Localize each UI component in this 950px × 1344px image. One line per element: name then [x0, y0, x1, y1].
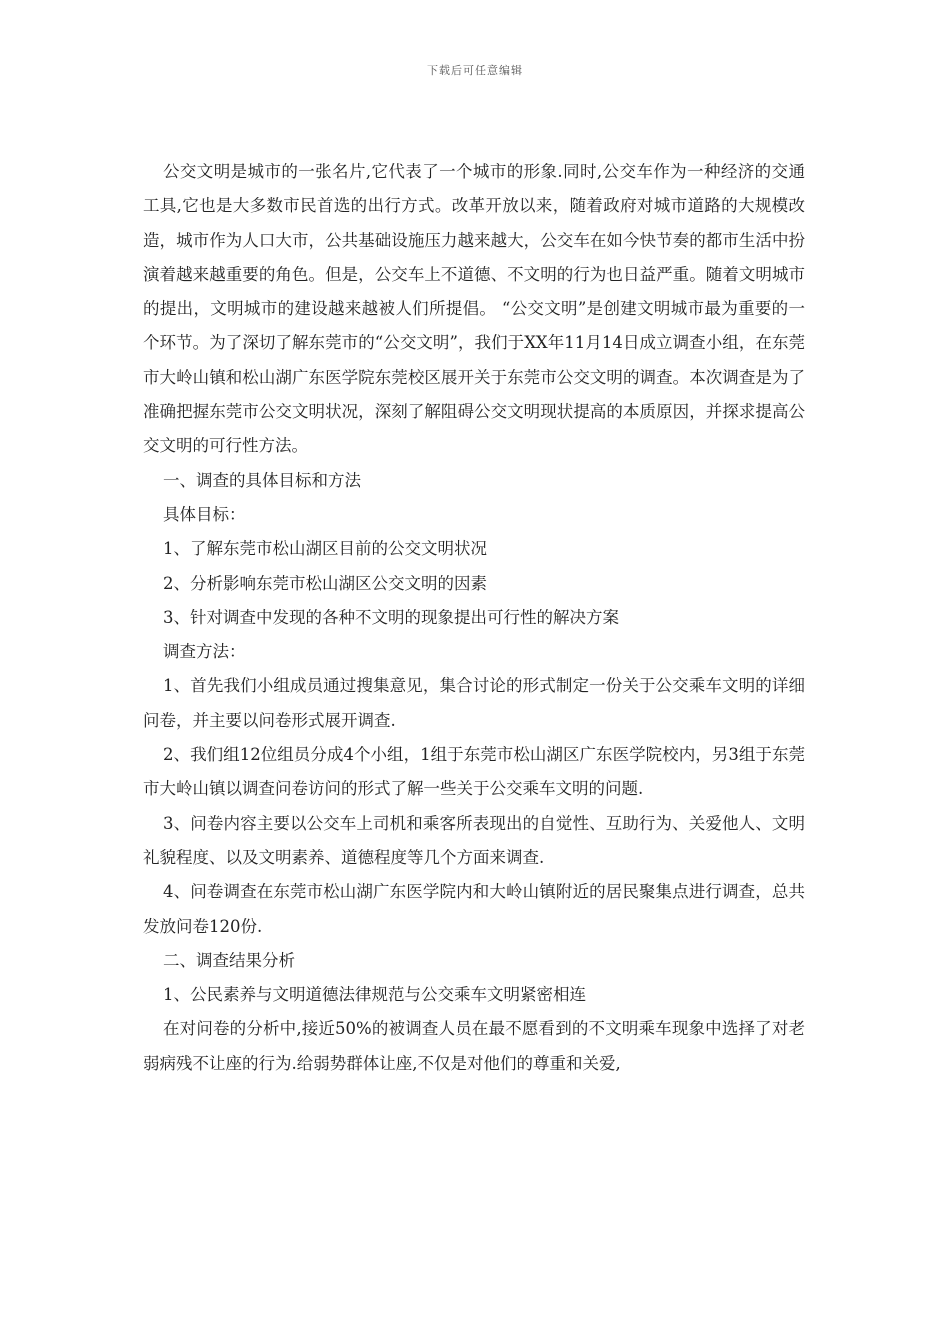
- method-item: 3、问卷内容主要以公交车上司机和乘客所表现出的自觉性、互助行为、关爱他人、文明礼貌程度、以及文明素养、道德程度等几个方面来调查.: [143, 813, 805, 867]
- section-heading-1: 一、调查的具体目标和方法: [163, 470, 361, 490]
- section-heading-2: 二、调查结果分析: [163, 950, 295, 970]
- method-item: 2、我们组12位组员分成4个小组，1组于东莞市松山湖区广东医学院校内，另3组于东莞市大岭山镇以调查问卷访问的形式了解一些关于公交乘车文明的问题.: [143, 745, 805, 799]
- goal-item: 1、了解东莞市松山湖区目前的公交文明状况: [163, 539, 487, 559]
- methods-label: 调查方法：: [163, 642, 246, 662]
- result-heading-1: 1、公民素养与文明道德法律规范与公交乘车文明紧密相连: [163, 985, 586, 1005]
- goal-item: 2、分析影响东莞市松山湖区公交文明的因素: [163, 573, 487, 593]
- intro-paragraph: 公交文明是城市的一张名片,它代表了一个城市的形象.同时,公交车作为一种经济的交通工具,它也是大多数市民首选的出行方式。改革开放以来，随着政府对城市道路的大规模改造，城市作为人口大市，公共基础设施压力越来越大，公交车在如今快节奏的都市生活中扮演着越来越重要的角色。但是，公交车上不道德、不文明的行为也日益严重。随着文明城市的提出，文明城市的建设越来越被人们所提倡。 “公交文明”是创建文明城市最为重要的一个环节。为了深切了解东莞市的“公交文明”，我们于XX年11月14日成立调查小组，在东莞市大岭山镇和松山湖广东医学院东莞校区展开关于东莞市公交文明的调查。本次调查是为了准确把握东莞市公交文明状况，深刻了解阻碍公交文明现状提高的本质原因，并探求提高公交文明的可行性方法。: [143, 162, 805, 456]
- method-item: 4、问卷调查在东莞市松山湖广东医学院内和大岭山镇附近的居民聚集点进行调查，总共发放问卷120份.: [143, 882, 805, 936]
- page-header: 下载后可任意编辑: [427, 64, 523, 77]
- goal-item: 3、针对调查中发现的各种不文明的现象提出可行性的解决方案: [163, 607, 619, 627]
- document-body: [143, 155, 805, 1081]
- result-paragraph: 在对问卷的分析中,接近50%的被调查人员在最不愿看到的不文明乘车现象中选择了对老弱病残不让座的行为.给弱势群体让座,不仅是对他们的尊重和关爱,: [143, 1019, 805, 1073]
- goals-label: 具体目标：: [163, 504, 246, 524]
- method-item: 1、首先我们小组成员通过搜集意见，集合讨论的形式制定一份关于公交乘车文明的详细问卷，并主要以问卷形式展开调查.: [143, 676, 805, 730]
